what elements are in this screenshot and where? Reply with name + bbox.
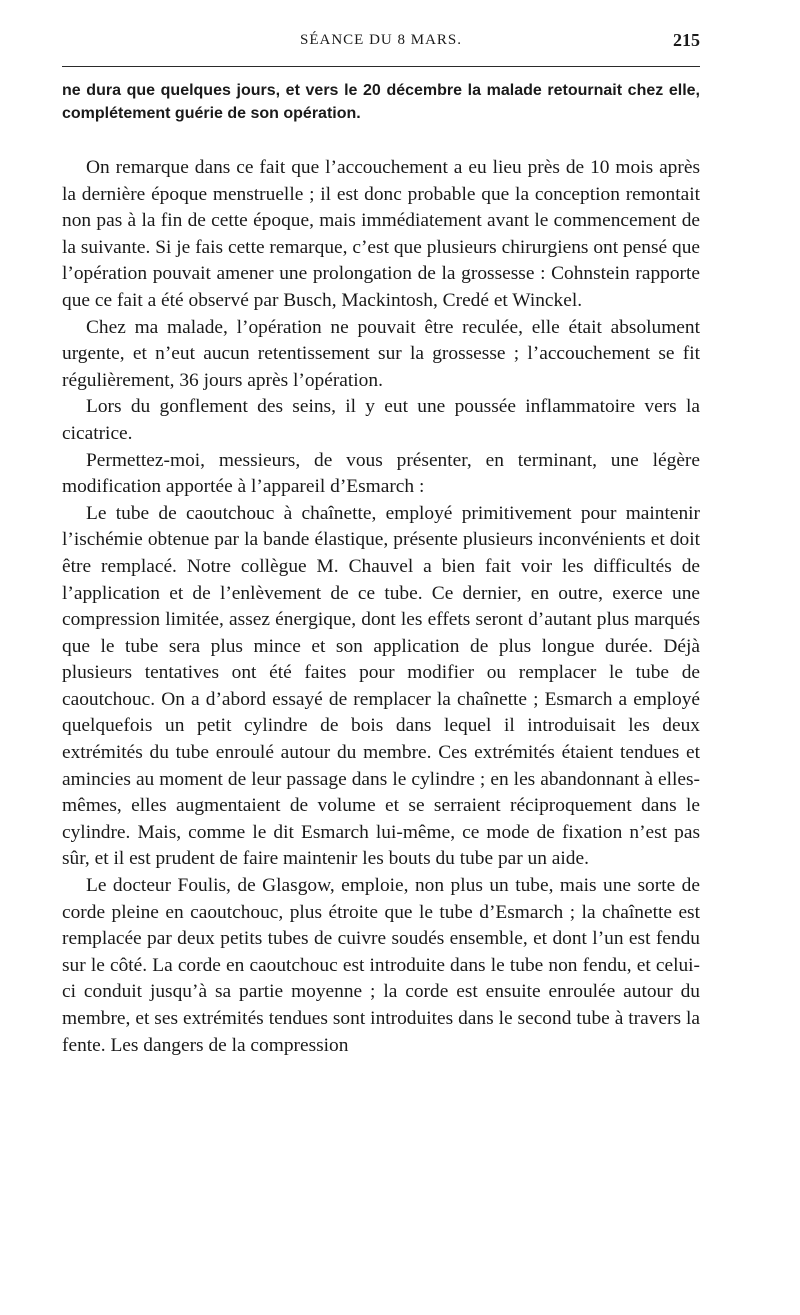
body-text [62, 79, 700, 1059]
paragraph: On remarque dans ce fait que l’accouchement a eu lieu près de 10 mois après la dernière époque menstruelle ; il est donc probable que la conception remontait non pas à la fin de cette époque, mais immédiatement avant le commencement de la suivante. Si je fais cette remarque, c’est que plusieurs chirurgiens ont pensé que l’opération pouvait amener une prolongation de la grossesse : Cohnstein rapporte que ce fait a été observé par Busch, Mackintosh, Credé et Winckel. [62, 157, 700, 311]
section-gap [62, 125, 700, 155]
header-rule [62, 66, 700, 67]
paragraph: Le tube de caoutchouc à chaînette, employé primitivement pour maintenir l’ischémie obtenue par la bande élastique, présente plusieurs inconvénients et doit être remplacé. Notre collègue M. Chauvel a bien fait voir les difficultés de l’application et de l’enlèvement de ce tube. Ce dernier, en outre, exerce une compression limitée, assez énergique, dont les effets seront d’autant plus marqués que le tube sera plus mince et son application de plus longue durée. Déjà plusieurs tentatives ont été faites pour modifier ou remplacer le tube de caoutchouc. On a d’abord essayé de remplacer la chaînette ; Esmarch a employé quelquefois un petit cylindre de bois dans lequel il introduisait les deux extrémités du tube enroulé autour du membre. Ces extrémités étaient tendues et amincies au moment de leur passage dans le cylindre ; en les abandonnant à elles-mêmes, elles augmentaient de volume et se serraient réciproquement dans le cylindre. Mais, comme le dit Esmarch lui-même, ce mode de fixation n’est pas sûr, et il est prudent de faire maintenir les bouts du tube par un aide. [62, 502, 700, 870]
paragraph-continuation: ne dura que quelques jours, et vers le 20 décembre la malade retournait chez elle, complétement guérie de son opération. [62, 82, 700, 122]
paragraph: Permettez-moi, messieurs, de vous présenter, en terminant, une légère modification apportée à l’appareil d’Esmarch : [62, 449, 700, 498]
paragraph: Lors du gonflement des seins, il y eut une poussée inflammatoire vers la cicatrice. [62, 396, 700, 444]
page-number: 215 [673, 30, 700, 50]
running-header [62, 28, 700, 56]
running-title: SÉANCE DU 8 MARS. [299, 32, 463, 48]
paragraph: Chez ma malade, l’opération ne pouvait être reculée, elle était absolument urgente, et n’eut aucun retentissement sur la grossesse ; l’accouchement se fit régulièrement, 36 jours après l’opération. [62, 316, 700, 391]
document-page [62, 28, 700, 1059]
paragraph: Le docteur Foulis, de Glasgow, emploie, non plus un tube, mais une sorte de corde pleine en caoutchouc, plus étroite que le tube d’Esmarch ; la chaînette est remplacée par deux petits tubes de cuivre soudés ensemble, et dont l’un est fendu sur le côté. La corde en caoutchouc est introduite dans le tube non fendu, et celui-ci conduit jusqu’à sa partie moyenne ; la corde est ensuite enroulée autour du membre, et ses extrémités tendues sont introduites dans le second tube à travers la fente. Les dangers de la compression [62, 875, 700, 1056]
